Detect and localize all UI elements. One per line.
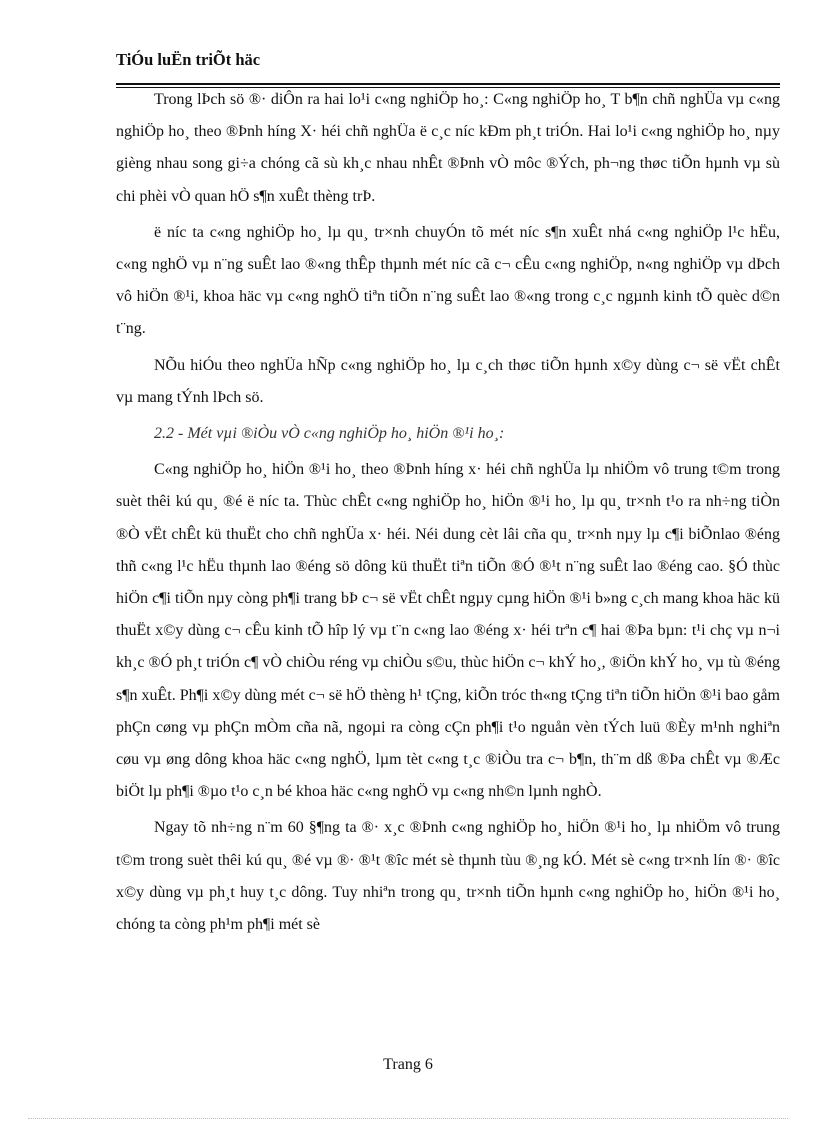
paragraph: Trong lÞch sö ®· diÔn ra hai lo¹i c«ng nghiÖp ho¸: C«ng nghiÖp ho¸ T b¶n chñ nghÜa vµ c«ng nghiÖp ho¸ theo ®Þnh híng X· héi chñ nghÜa ë c¸c níc kÐm ph¸t triÓn. Hai lo¹i c«ng nghiÖp ho¸ nµy gièng nhau song gi÷a chóng cã sù kh¸c nhau nhÊt ®Þnh vÒ môc ®Ých, ph¬ng thøc tiÕn hµnh vµ sù chi phèi vÒ quan hÖ s¶n xuÊt thèng trÞ.: [116, 91, 780, 205]
page-header: TiÓu luËn triÕt häc: [116, 50, 261, 69]
document-body: [116, 84, 780, 945]
section-subheading: 2.2 - Mét vµi ®iÒu vÒ c«ng nghiÖp ho¸ hiÖn ®¹i ho¸:: [154, 425, 505, 443]
page-number: Trang 6: [383, 1056, 433, 1073]
paragraph: ë níc ta c«ng nghiÖp ho¸ lµ qu¸ tr×nh chuyÓn tõ mét níc s¶n xuÊt nhá c«ng nghiÖp l¹c hËu, c«ng nghÖ vµ n¨ng suÊt lao ®«ng thÊp thµnh mét níc cã c¬ cÊu c«ng nghiÖp, n«ng nghiÖp vµ dÞch vô hiÖn ®¹i, khoa häc vµ c«ng nghÖ tiªn tiÕn n¨ng suÊt lao ®«ng trong c¸c ngµnh kinh tÕ quèc d©n t¨ng.: [116, 223, 780, 338]
paragraph: C«ng nghiÖp ho¸ hiÖn ®¹i ho¸ theo ®Þnh híng x· héi chñ nghÜa lµ nhiÖm vô trung t©m trong suèt thêi kú qu¸ ®é ë níc ta. Thùc chÊt c«ng nghiÖp ho¸ hiÖn ®¹i ho¸ lµ qu¸ tr×nh t¹o ra nh÷ng tiÒn ®Ò vËt chÊt kü thuËt cho chñ nghÜa x· héi. Néi dung cèt lâi cña qu¸ tr×nh nµy lµ c¶i biÕnlao ®éng thñ c«ng l¹c hËu thµnh lao ®éng sö dông kü thuËt tiªn tiÕn ®Ó ®¹t n¨ng suÊt lao ®éng cao. §Ó thùc hiÖn c¶i tiÕn nµy còng ph¶i trang bÞ c¬ së vËt chÊt ngµy cµng hiÖn ®¹i b»ng c¸ch mang khoa häc kü thuËt x©y dùng c¬ cÊu kinh tÕ hîp lý vµ t¨n c«ng lao ®éng x· héi trªn c¶ hai ®Þa bµn: t¹i chç vµ n¬i kh¸c ®Ó ph¸t triÓn c¶ vÒ chiÒu réng vµ chiÒu s©u, thùc hiÖn c¬ khÝ ho¸, ®iÖn khÝ ho¸ vµ tù ®éng s¶n xuÊt. Ph¶i x©y dùng mét c¬ së hÖ thèng h¹ tÇng, kiÕn tróc th«ng tÇng tiªn tiÕn hiÖn ®¹i bao gåm phÇn cøng vµ phÇn mÒm cña nã, ngoµi ra còng cÇn ph¶i t¹o nguån vèn tÝch luü ®Èy m¹nh nghiªn cøu vµ øng dông khoa häc c«ng nghÖ, lµm tèt c«ng t¸c ®iÒu tra c¬ b¶n, th¨m dß ®Þa chÊt vµ ®Æc biÖt lµ ph¶i ®µo t¹o c¸n bé khoa häc c«ng nghÖ vµ c«ng nh©n lµnh nghÒ.: [116, 461, 780, 801]
paragraph: NÕu hiÓu theo nghÜa hÑp c«ng nghiÖp ho¸ lµ c¸ch thøc tiÕn hµnh x©y dùng c¬ së vËt chÊt vµ mang tÝnh lÞch sö.: [116, 356, 780, 406]
paragraph: Ngay tõ nh÷ng n¨m 60 §¶ng ta ®· x¸c ®Þnh c«ng nghiÖp ho¸ hiÖn ®¹i ho¸ lµ nhiÖm vô trung t©m trong suèt thêi kú qu¸ ®é vµ ®· ®¹t ®îc mét sè thµnh tùu ®¸ng kÓ. Mét sè c«ng tr×nh lín ®· ®îc x©y dùng vµ ph¸t huy t¸c dông. Tuy nhiªn trong qu¸ tr×nh tiÕn hµnh c«ng nghiÖp ho¸ hiÖn ®¹i ho¸ chóng ta còng ph¹m ph¶i mét sè: [116, 819, 780, 934]
page-bottom-dotted-line: [28, 1118, 788, 1119]
